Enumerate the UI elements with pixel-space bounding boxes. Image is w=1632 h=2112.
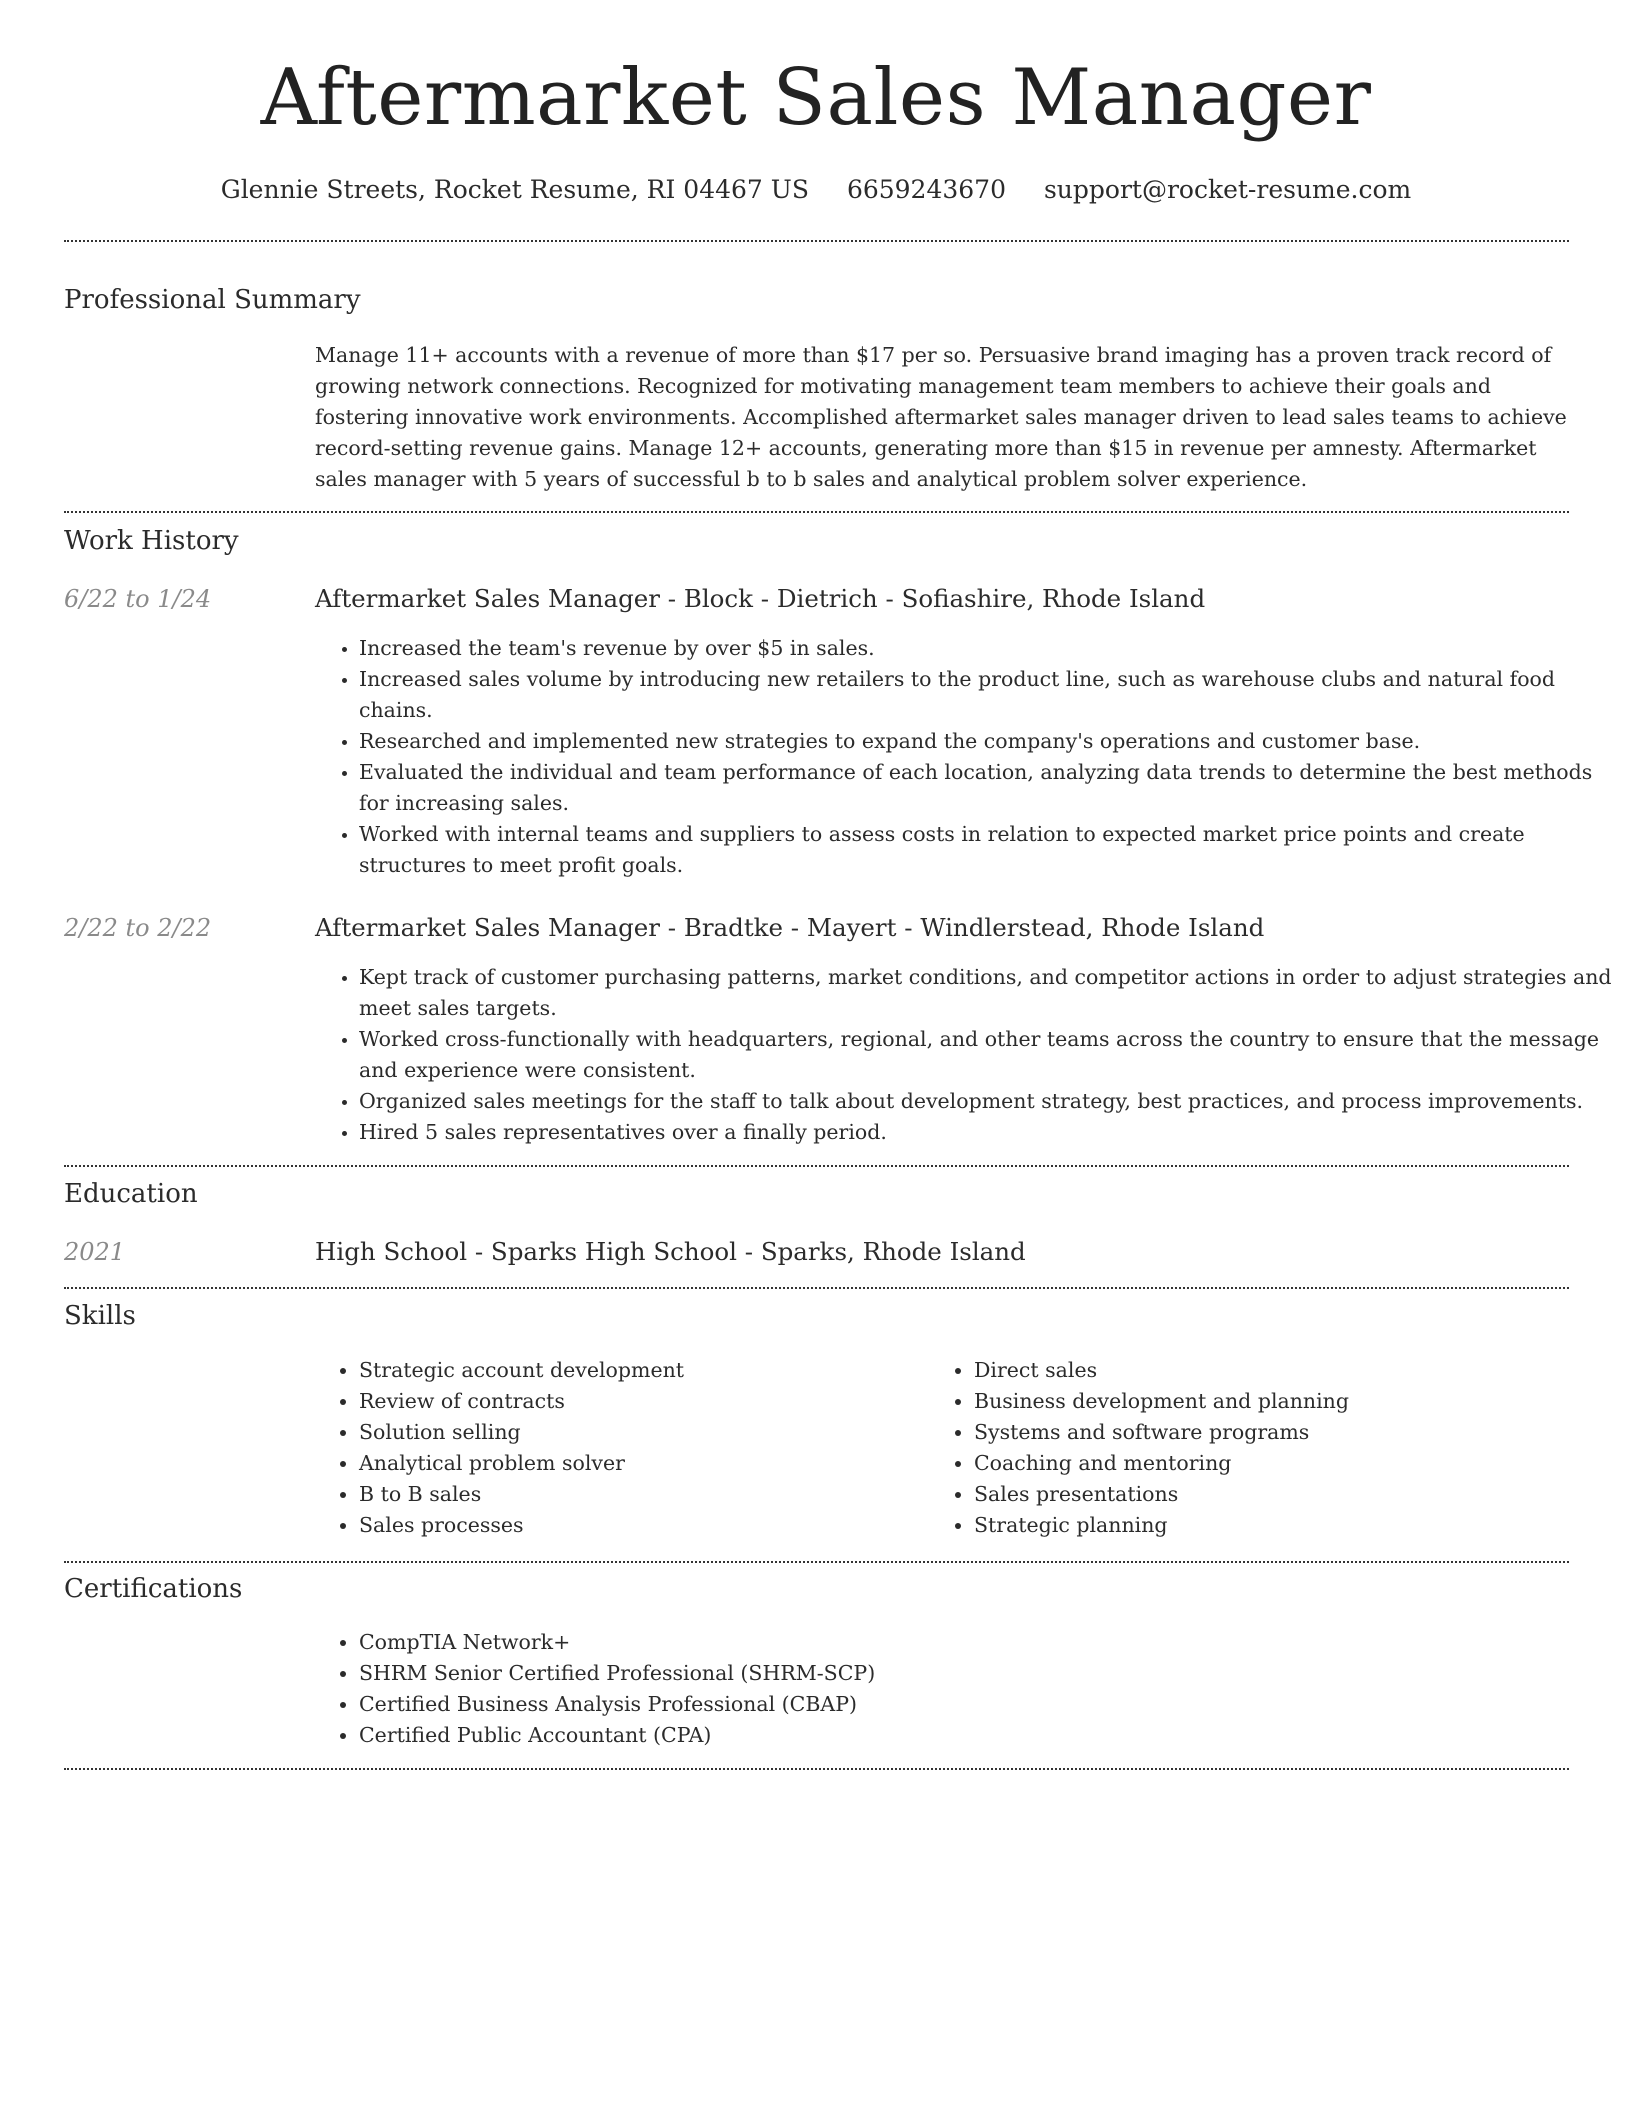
list-item: • Organized sales meetings for the staff to talk about development strategy, best practices, and process improvements.: [359, 1086, 1614, 1117]
education-year: 2021: [64, 1238, 126, 1266]
list-item: • Strategic planning: [974, 1510, 1594, 1541]
contact-line: [0, 170, 1632, 210]
education-entry: High School - Sparks High School - Sparks, Rhode Island: [315, 1237, 1026, 1266]
list-item: • Analytical problem solver: [359, 1448, 959, 1479]
contact-email: support@rocket-resume.com: [1043, 175, 1412, 204]
list-item: • Systems and software programs: [974, 1417, 1594, 1448]
divider: [64, 1768, 1569, 1770]
skills-list-left: [315, 1355, 959, 1541]
resume-name: Aftermarket Sales Manager: [260, 53, 1372, 143]
job-bullets: [315, 633, 1614, 881]
contact-address: Glennie Streets, Rocket Resume, RI 04467 US: [220, 175, 809, 204]
divider: [64, 1561, 1569, 1563]
job-dates: 2/22 to 2/22: [64, 914, 212, 942]
list-item: • Coaching and mentoring: [974, 1448, 1594, 1479]
list-item: • Worked cross-functionally with headquarters, regional, and other teams across the country to ensure that the message and experience were consistent.: [359, 1024, 1614, 1086]
list-item: • B to B sales: [359, 1479, 959, 1510]
list-item: • Certified Public Accountant (CPA): [359, 1720, 1614, 1751]
list-item: • Researched and implemented new strategies to expand the company's operations and customer base.: [359, 726, 1614, 757]
contact-phone: 6659243670: [846, 175, 1006, 204]
certifications-list: [315, 1627, 1614, 1751]
list-item: • Strategic account development: [359, 1355, 959, 1386]
certifications-heading: Certifications: [64, 1574, 243, 1604]
divider: [64, 511, 1569, 513]
list-item: • Review of contracts: [359, 1386, 959, 1417]
list-item: • SHRM Senior Certified Professional (SHRM-SCP): [359, 1658, 1614, 1689]
list-item: • Increased the team's revenue by over $5 in sales.: [359, 633, 1614, 664]
list-item: • Evaluated the individual and team performance of each location, analyzing data trends to determine the best methods for increasing sales.: [359, 757, 1614, 819]
list-item: • CompTIA Network+: [359, 1627, 1614, 1658]
list-item: • Direct sales: [974, 1355, 1594, 1386]
education-heading: Education: [64, 1179, 198, 1209]
skills-heading: Skills: [64, 1301, 136, 1331]
list-item: • Sales presentations: [974, 1479, 1594, 1510]
list-item: • Business development and planning: [974, 1386, 1594, 1417]
job-title: Aftermarket Sales Manager - Block - Dietrich - Sofiashire, Rhode Island: [315, 584, 1206, 613]
list-item: • Hired 5 sales representatives over a finally period.: [359, 1117, 1614, 1148]
work-history-heading: Work History: [64, 526, 239, 556]
list-item: • Increased sales volume by introducing new retailers to the product line, such as warehouse clubs and natural food chains.: [359, 664, 1614, 726]
summary-heading: Professional Summary: [64, 285, 361, 315]
job-dates: 6/22 to 1/24: [64, 585, 212, 613]
divider: [64, 240, 1569, 242]
skills-list-right: [930, 1355, 1594, 1541]
list-item: • Sales processes: [359, 1510, 959, 1541]
list-item: • Solution selling: [359, 1417, 959, 1448]
divider: [64, 1287, 1569, 1289]
list-item: • Certified Business Analysis Professional (CBAP): [359, 1689, 1614, 1720]
list-item: • Worked with internal teams and suppliers to assess costs in relation to expected market price points and create structures to meet profit goals.: [359, 819, 1614, 881]
job-bullets: [315, 962, 1614, 1148]
job-title: Aftermarket Sales Manager - Bradtke - Mayert - Windlerstead, Rhode Island: [315, 913, 1265, 942]
divider: [64, 1165, 1569, 1167]
summary-text: Manage 11+ accounts with a revenue of more than $17 per so. Persuasive brand imaging has a proven track record of growing network connections. Recognized for motivating management team members to achieve their goals and fostering innovative work environments. Accomplished aftermarket sales manager driven to lead sales teams to achieve record-setting revenue gains. Manage 12+ accounts, generating more than $15 in revenue per amnesty. Aftermarket sales manager with 5 years of successful b to b sales and analytical problem solver experience.: [315, 343, 1567, 491]
list-item: • Kept track of customer purchasing patterns, market conditions, and competitor actions in order to adjust strategies and meet sales targets.: [359, 962, 1614, 1024]
